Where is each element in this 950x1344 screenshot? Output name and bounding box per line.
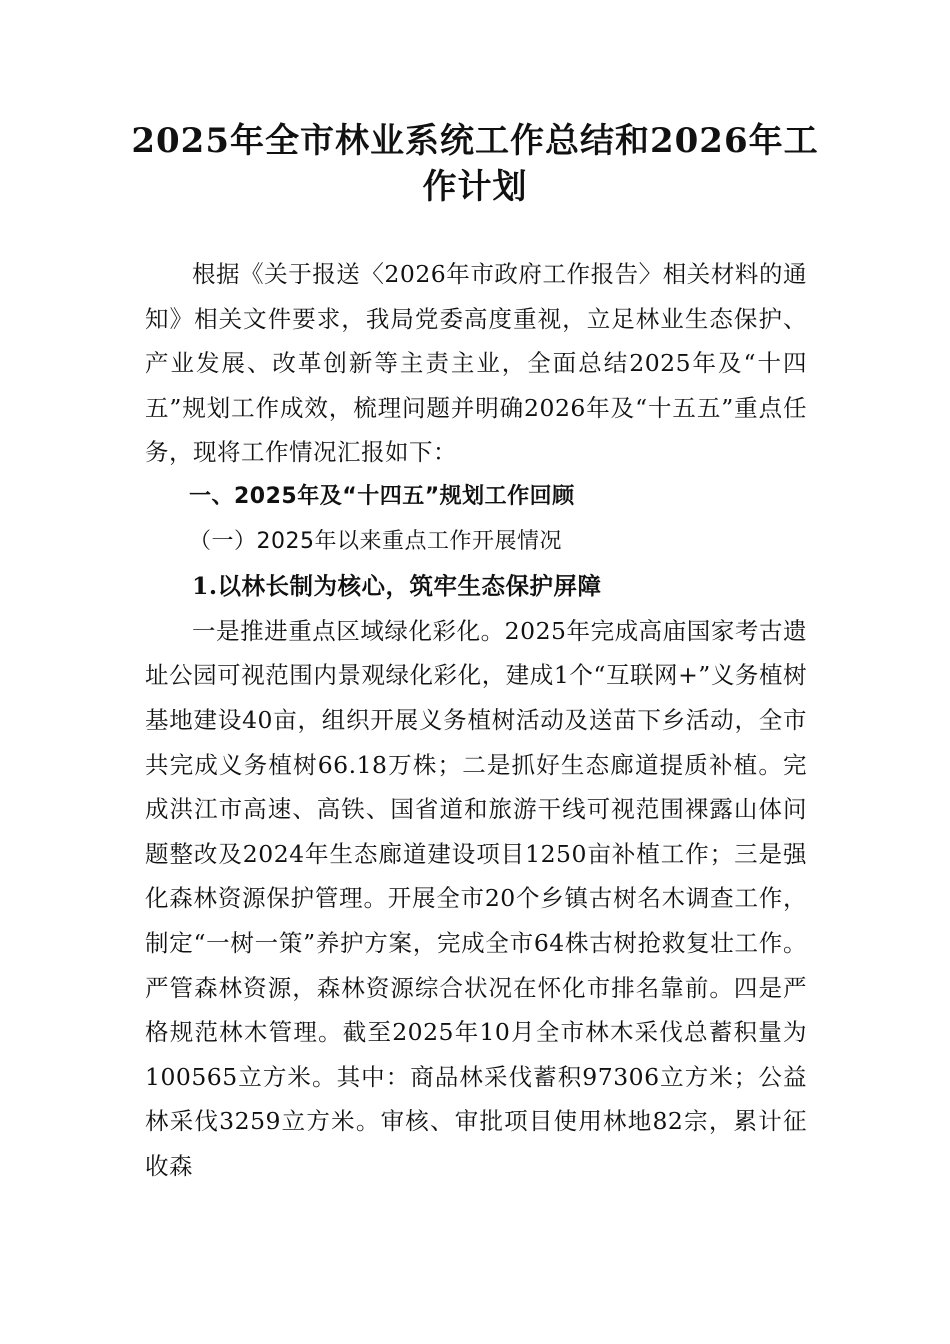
document-body [145, 252, 807, 1188]
section-heading-3: 1.以林长制为核心，筑牢生态保护屏障 [192, 572, 602, 601]
document-title: 2025年全市林业系统工作总结和2026年工作计划 [131, 121, 819, 207]
body-paragraph: 一是推进重点区域绿化彩化。2025年完成高庙国家考古遗址公园可视范围内景观绿化彩化，建成1个“互联网+”义务植树基地建设40亩，组织开展义务植树活动及送苗下乡活动，全市共完成义务植树66.18万株；二是抓好生态廊道提质补植。完成洪江市高速、高铁、国省道和旅游干线可视范围裸露山体问题整改及2024年生态廊道建设项目1250亩补植工作；三是强化森林资源保护管理。开展全市20个乡镇古树名木调查工作，制定“一树一策”养护方案，完成全市64株古树抢救复壮工作。严管森林资源，森林资源综合状况在怀化市排名靠前。四是严格规范林木管理。截至2025年10月全市林木采伐总蓄积量为100565立方米。其中：商品林采伐蓄积97306立方米；公益林采伐3259立方米。审核、审批项目使用林地82宗，累计征收森 [145, 616, 807, 1180]
section-heading-1: 一、2025年及“十四五”规划工作回顾 [189, 483, 575, 509]
intro-paragraph: 根据《关于报送〈2026年市政府工作报告〉相关材料的通知》相关文件要求，我局党委高度重视，立足林业生态保护、产业发展、改革创新等主责主业，全面总结2025年及“十四五”规划工作成效，梳理问题并明确2026年及“十五五”重点任务，现将工作情况汇报如下： [145, 260, 807, 467]
section-heading-2: （一）2025年以来重点工作开展情况 [189, 528, 562, 554]
